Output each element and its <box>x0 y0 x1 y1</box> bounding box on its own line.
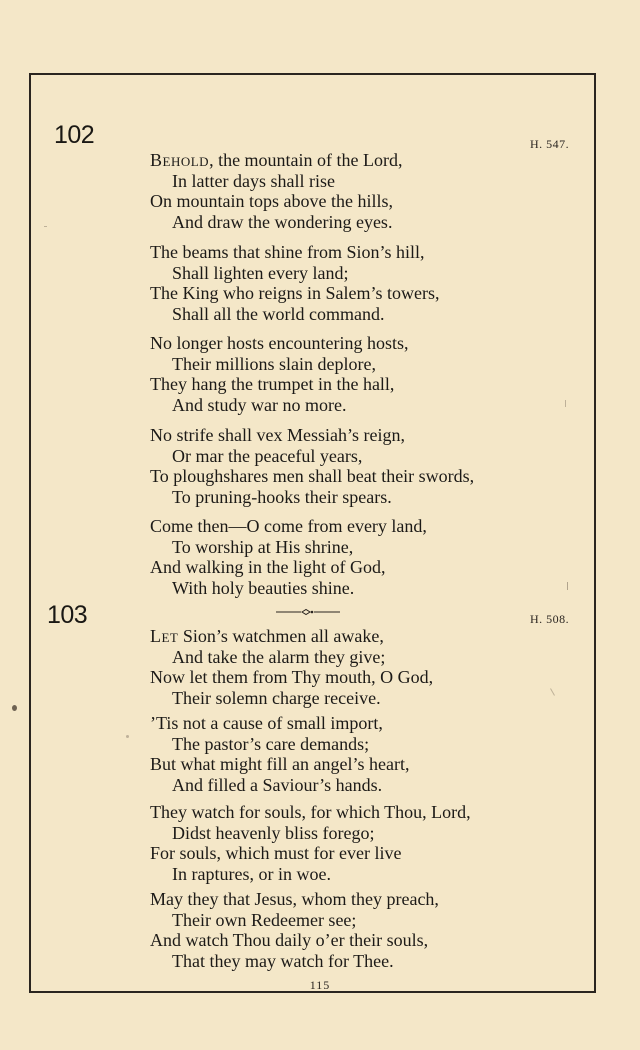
verse-line: Their own Redeemer see; <box>172 909 357 930</box>
verse-line: Their millions slain deplore, <box>172 353 376 374</box>
verse-line: No longer hosts encountering hosts, <box>150 333 409 353</box>
verse-line: And watch Thou daily o’er their souls, <box>150 930 429 950</box>
verse-line: To ploughshares men shall beat their swords, <box>150 466 475 486</box>
verse-line: Come then—O come from every land, <box>150 516 427 536</box>
verse <box>150 333 570 415</box>
hymn-number: 102 <box>54 121 95 149</box>
verse-line: To pruning-hooks their spears. <box>172 486 392 507</box>
hymn-reference: H. 547. <box>530 137 570 151</box>
verse-line: And take the alarm they give; <box>172 646 386 667</box>
verse <box>150 713 570 795</box>
paper-speck <box>126 735 129 738</box>
verse-line: And study war no more. <box>172 394 347 415</box>
verse-line: Shall all the world command. <box>172 303 385 324</box>
verse <box>150 425 570 507</box>
verse-line: And walking in the light of God, <box>150 557 386 577</box>
verse-line: But what might fill an angel’s heart, <box>150 754 410 774</box>
verse-line: With holy beauties shine. <box>172 577 355 598</box>
verse-line: ’Tis not a cause of small import, <box>150 713 383 733</box>
verse-line: In raptures, or in woe. <box>172 863 331 884</box>
verse-line: No strife shall vex Messiah’s reign, <box>150 425 405 445</box>
verse-line: In latter days shall rise <box>172 170 335 191</box>
verse-line: Didst heavenly bliss forego; <box>172 822 375 843</box>
verse-line: May they that Jesus, whom they preach, <box>150 889 439 909</box>
verse-line: Let Sion’s watchmen all awake, <box>150 626 384 646</box>
paper-speck <box>567 582 568 590</box>
ornament-divider <box>276 606 340 618</box>
verse <box>150 889 570 971</box>
verse-line: To worship at His shrine, <box>172 536 354 557</box>
verse <box>150 626 570 708</box>
verse-line: Shall lighten every land; <box>172 262 349 283</box>
verse-line: The pastor’s care demands; <box>172 733 370 754</box>
hymn-number: 103 <box>47 601 88 629</box>
verse-line: Behold, the mountain of the Lord, <box>150 150 403 170</box>
verse <box>150 150 570 232</box>
paper-speck <box>565 400 566 407</box>
paper-speck <box>44 226 47 227</box>
verse-line: They watch for souls, for which Thou, Lord, <box>150 802 471 822</box>
verse-line: And draw the wondering eyes. <box>172 211 393 232</box>
verse-line: Now let them from Thy mouth, O God, <box>150 667 434 687</box>
paper-speck <box>12 705 17 711</box>
verse-line: Or mar the peaceful years, <box>172 445 363 466</box>
verse-line: Their solemn charge receive. <box>172 687 381 708</box>
verse <box>150 516 570 598</box>
verse-line: The King who reigns in Salem’s towers, <box>150 283 440 303</box>
verse-line: They hang the trumpet in the hall, <box>150 374 395 394</box>
page-number: 115 <box>309 978 331 992</box>
verse <box>150 802 570 884</box>
verse <box>150 242 570 324</box>
verse-line: The beams that shine from Sion’s hill, <box>150 242 425 262</box>
hymn-reference: H. 508. <box>530 612 570 626</box>
verse-line: That they may watch for Thee. <box>172 950 394 971</box>
verse-line: For souls, which must for ever live <box>150 843 402 863</box>
verse-line: And filled a Saviour’s hands. <box>172 774 383 795</box>
verse-line: On mountain tops above the hills, <box>150 191 393 211</box>
